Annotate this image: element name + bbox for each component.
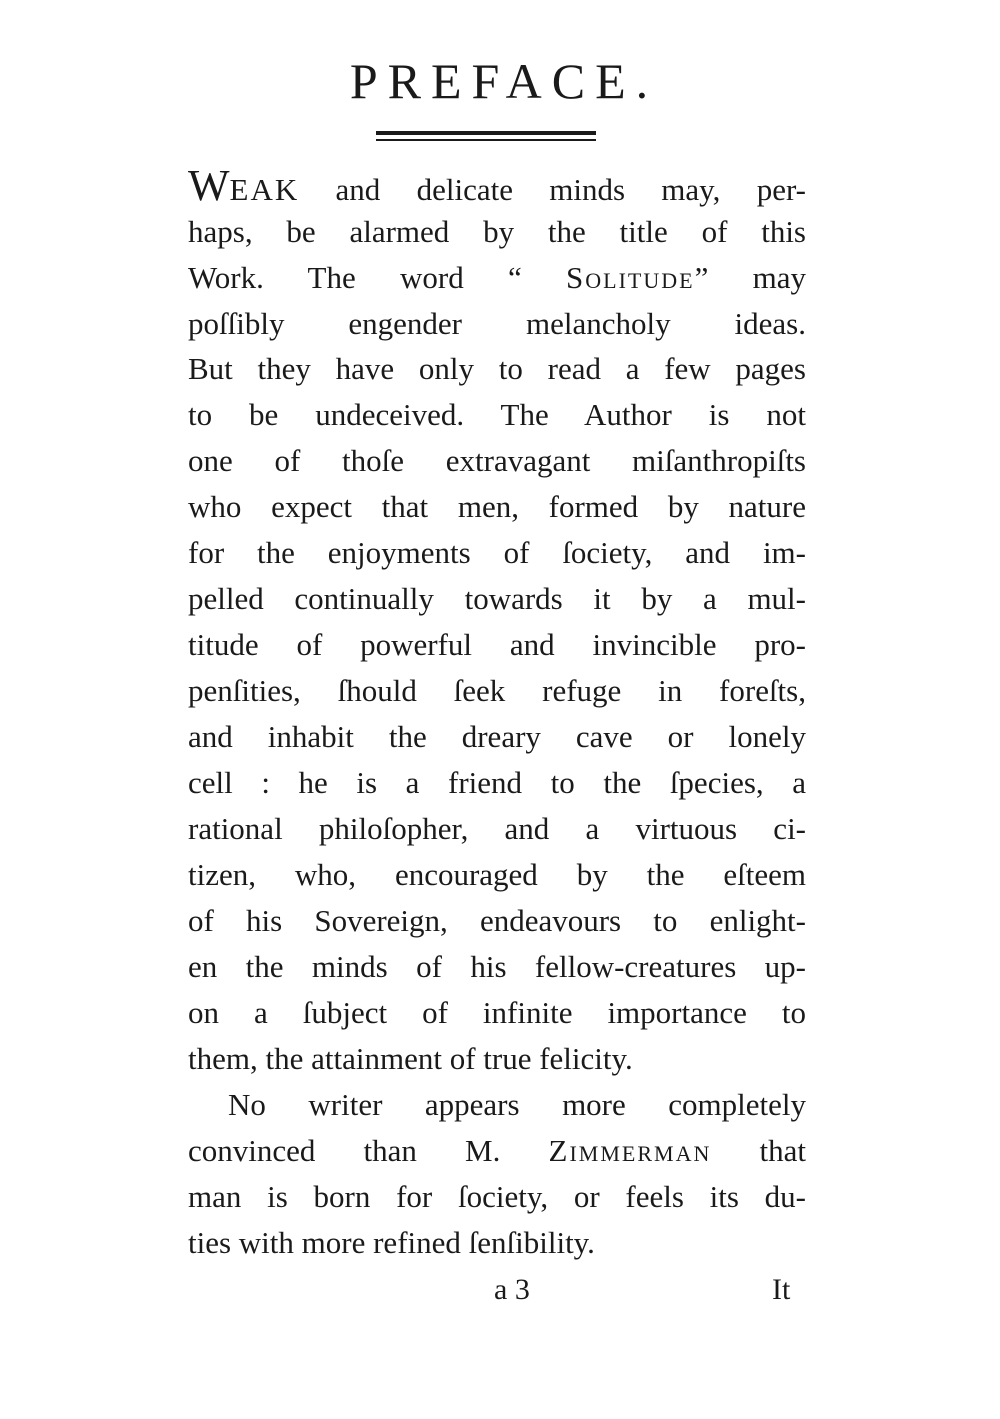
text-line-19: on a ſubject of infinite importance to [188, 995, 806, 1030]
text-line-23: man is born for ſociety, or feels its du- [188, 1179, 806, 1214]
text-line-21: No writer appears more completely [228, 1087, 806, 1122]
small-caps-word: Solitude [566, 260, 695, 295]
catchword: It [772, 1273, 791, 1306]
text-line-7: one of thoſe extravagant miſanthropiſts [188, 443, 806, 478]
text-line-17: of his Sovereign, endeavours to enlight- [188, 903, 806, 938]
text-line-12: penſities, ſhould ſeek refuge in foreſts, [188, 673, 806, 708]
text-line-16: tizen, who, encouraged by the eſteem [188, 857, 806, 892]
title-rule [376, 131, 596, 143]
text-line-6: to be undeceived. The Author is not [188, 397, 806, 432]
drop-letter: W [188, 161, 230, 210]
small-caps-name: Zimmerman [548, 1133, 712, 1168]
text-line-18: en the minds of his fellow-creatures up- [188, 949, 806, 984]
title-rule-thick [376, 131, 596, 135]
text-line-11: titude of powerful and invincible pro- [188, 627, 806, 662]
title-rule-thin [376, 139, 596, 141]
text-line-20: them, the attainment of true felicity. [188, 1041, 633, 1076]
text-line-3: Work. The word “ Solitude” may [188, 260, 806, 295]
text-line-1: WEAK and delicate minds may, per- [188, 161, 806, 210]
text-line-14: cell : he is a friend to the ſpecies, a [188, 765, 806, 800]
text-line-4: poſſibly engender melancholy ideas. [188, 306, 806, 341]
text-line-9: for the enjoyments of ſociety, and im- [188, 535, 806, 570]
text-line-15: rational philoſopher, and a virtuous ci- [188, 811, 806, 846]
text-line-8: who expect that men, formed by nature [188, 489, 806, 524]
text-line-10: pelled continually towards it by a mul- [188, 581, 806, 616]
text-line-5: But they have only to read a few pages [188, 351, 806, 386]
text-line-24: ties with more refined ſenſibility. [188, 1225, 595, 1260]
signature-mark: a 3 [494, 1273, 530, 1306]
page-title: PREFACE. [349, 53, 659, 109]
text-line-2: haps, be alarmed by the title of this [188, 214, 806, 249]
text-line-22: convinced than M. Zimmerman that [188, 1133, 806, 1168]
text-line-13: and inhabit the dreary cave or lonely [188, 719, 806, 754]
